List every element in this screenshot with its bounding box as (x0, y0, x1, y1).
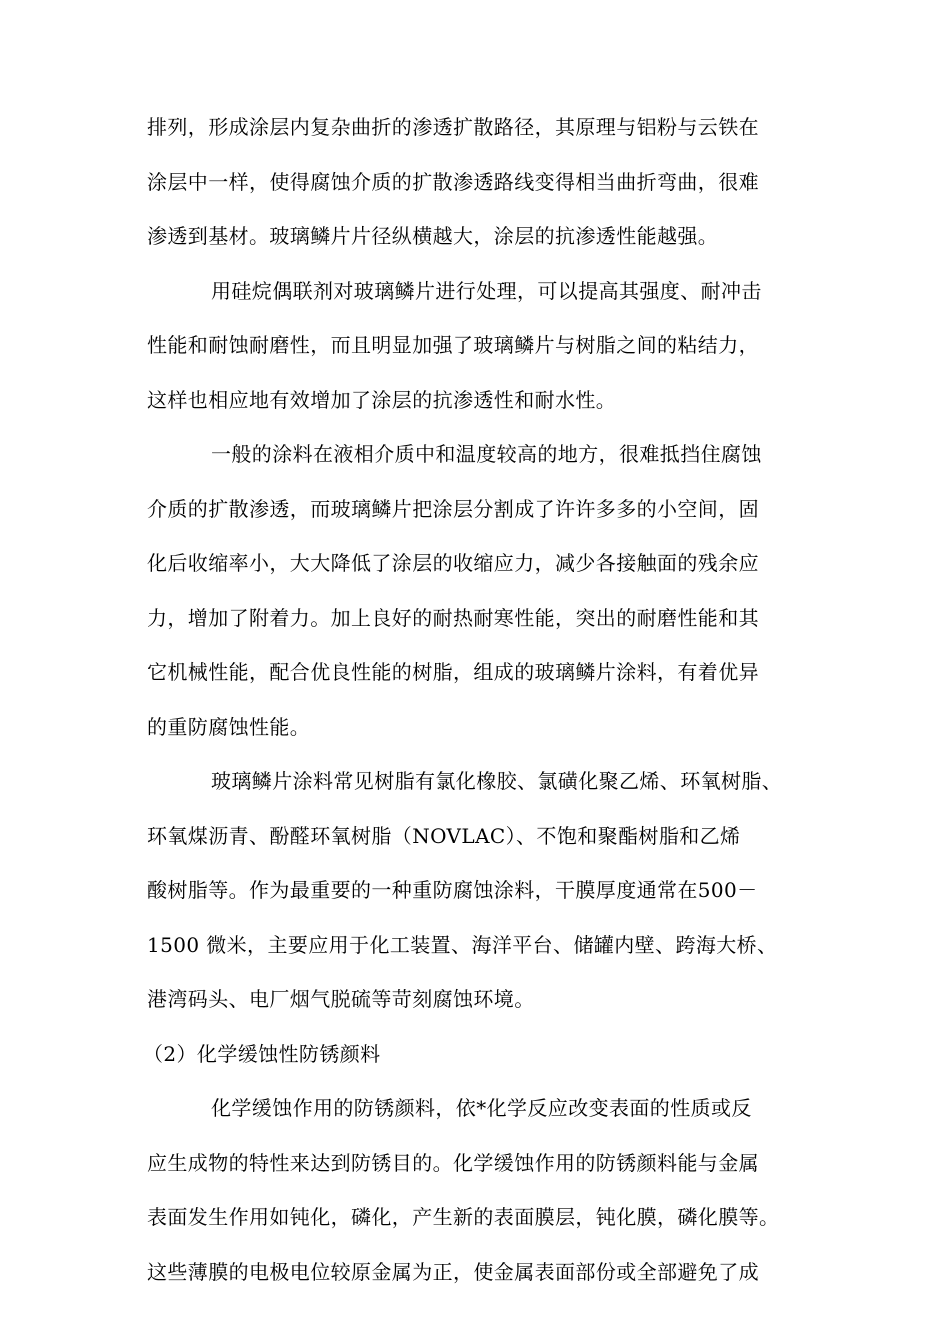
text-line: 这些薄膜的电极电位较原金属为正，使金属表面部份或全部避免了成 (147, 1259, 759, 1284)
paragraph-first-line: 化学缓蚀作用的防锈颜料，依*化学反应改变表面的性质或反 (211, 1096, 752, 1120)
text-line: 环氧煤沥青、酚醛环氧树脂（NOVLAC）、不饱和聚酯树脂和乙烯 (147, 823, 741, 848)
text-line: 这样也相应地有效增加了涂层的抗渗透性和耐水性。 (147, 387, 617, 412)
text-line: 表面发生作用如钝化，磷化，产生新的表面膜层，钝化膜，磷化膜等。 (147, 1205, 780, 1229)
paragraph-first-line: 用硅烷偶联剂对玻璃鳞片进行处理，可以提高其强度、耐冲击 (211, 278, 762, 303)
text-line: 应生成物的特性来达到防锈目的。化学缓蚀作用的防锈颜料能与金属 (147, 1150, 759, 1175)
text-line: 渗透到基材。玻璃鳞片片径纵横越大，涂层的抗渗透性能越强。 (147, 224, 719, 248)
text-line: 化后收缩率小，大大降低了涂层的收缩应力，减少各接触面的残余应 (147, 551, 759, 575)
text-line: 力，增加了附着力。加上良好的耐热耐寒性能，突出的耐磨性能和其 (147, 605, 759, 630)
text-line: 1500 微米，主要应用于化工装置、海洋平台、储罐内壁、跨海大桥、 (147, 932, 778, 957)
text-line: 酸树脂等。作为最重要的一种重防腐蚀涂料，干膜厚度通常在500－ (147, 878, 758, 902)
text-line: 介质的扩散渗透，而玻璃鳞片把涂层分割成了许许多多的小空间，固 (147, 496, 759, 521)
text-line: 排列，形成涂层内复杂曲折的渗透扩散路径，其原理与铝粉与云铁在 (147, 115, 759, 139)
section-heading: （2）化学缓蚀性防锈颜料 (143, 1041, 381, 1066)
paragraph-first-line: 玻璃鳞片涂料常见树脂有氯化橡胶、氯磺化聚乙烯、环氧树脂、 (211, 769, 783, 793)
text-line: 港湾码头、电厂烟气脱硫等苛刻腐蚀环境。 (147, 987, 535, 1011)
document-body (143, 100, 817, 1299)
paragraph-first-line: 一般的涂料在液相介质中和温度较高的地方，很难抵挡住腐蚀 (211, 442, 762, 466)
text-line: 它机械性能，配合优良性能的树脂，组成的玻璃鳞片涂料，有着优异 (147, 660, 759, 684)
text-line: 涂层中一样，使得腐蚀介质的扩散渗透路线变得相当曲折弯曲，很难 (147, 169, 759, 194)
text-line: 的重防腐蚀性能。 (147, 714, 311, 739)
text-line: 性能和耐蚀耐磨性，而且明显加强了玻璃鳞片与树脂之间的粘结力， (147, 333, 759, 357)
